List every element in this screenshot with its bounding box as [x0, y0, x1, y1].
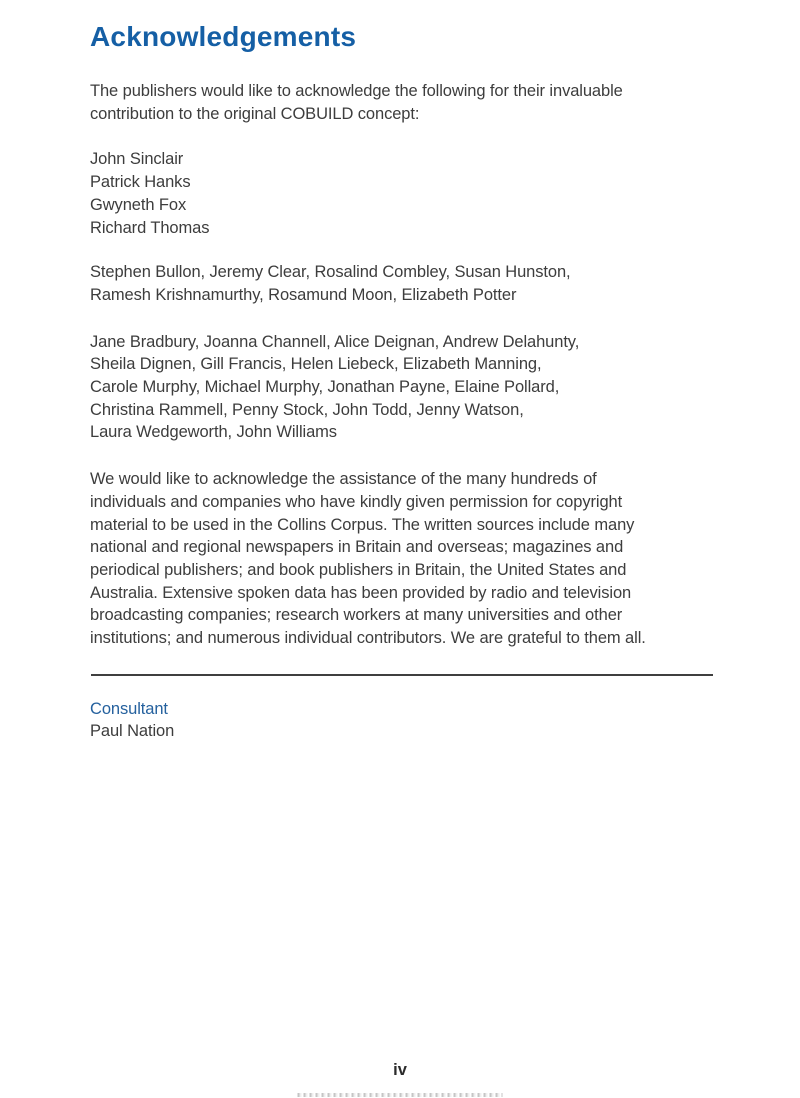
text-line: contribution to the original COBUILD concept: [90, 104, 420, 123]
text-line: Christina Rammell, Penny Stock, John Todd, Jenny Watson, [90, 400, 524, 419]
text-line: Stephen Bullon, Jeremy Clear, Rosalind Combley, Susan Hunston, [90, 263, 571, 282]
editors-list [90, 261, 714, 306]
contributors-list [90, 331, 714, 445]
page-content [90, 0, 714, 743]
text-line: Patrick Hanks [90, 173, 191, 192]
section-divider [91, 674, 713, 676]
page-number: iv [393, 1061, 407, 1079]
text-line: Sheila Dignen, Gill Francis, Helen Liebeck, Elizabeth Manning, [90, 355, 542, 374]
text-line: Carole Murphy, Michael Murphy, Jonathan Payne, Elaine Pollard, [90, 378, 560, 397]
text-line: Ramesh Krishnamurthy, Rosamund Moon, Elizabeth Potter [90, 285, 517, 304]
cropped-text-artifact [298, 1093, 503, 1097]
text-line: broadcasting companies; research workers at many universities and other [90, 606, 623, 625]
corpus-paragraph [90, 468, 714, 650]
text-line: Richard Thomas [90, 218, 210, 237]
text-line: John Sinclair [90, 150, 184, 169]
text-line: institutions; and numerous individual contributors. We are grateful to them all. [90, 629, 646, 648]
text-line: individuals and companies who have kindly given permission for copyright [90, 492, 623, 511]
text-line: Jane Bradbury, Joanna Channell, Alice Deignan, Andrew Delahunty, [90, 332, 580, 351]
text-line: national and regional newspapers in Britain and overseas; magazines and [90, 538, 624, 557]
text-line: periodical publishers; and book publishers in Britain, the United States and [90, 560, 627, 579]
consultant-name: Paul Nation [90, 722, 175, 741]
text-line: We would like to acknowledge the assistance of the many hundreds of [90, 470, 597, 489]
text-line: Gwyneth Fox [90, 195, 187, 214]
founders-list [90, 148, 714, 239]
consultant-label: Consultant [90, 699, 168, 718]
text-line: Laura Wedgeworth, John Williams [90, 423, 337, 442]
text-line: The publishers would like to acknowledge the following for their invaluable [90, 82, 623, 100]
text-line: Australia. Extensive spoken data has been provided by radio and television [90, 583, 632, 602]
page-title: Acknowledgements [90, 21, 357, 52]
intro-paragraph [90, 80, 714, 125]
text-line: material to be used in the Collins Corpus. The written sources include many [90, 515, 635, 534]
